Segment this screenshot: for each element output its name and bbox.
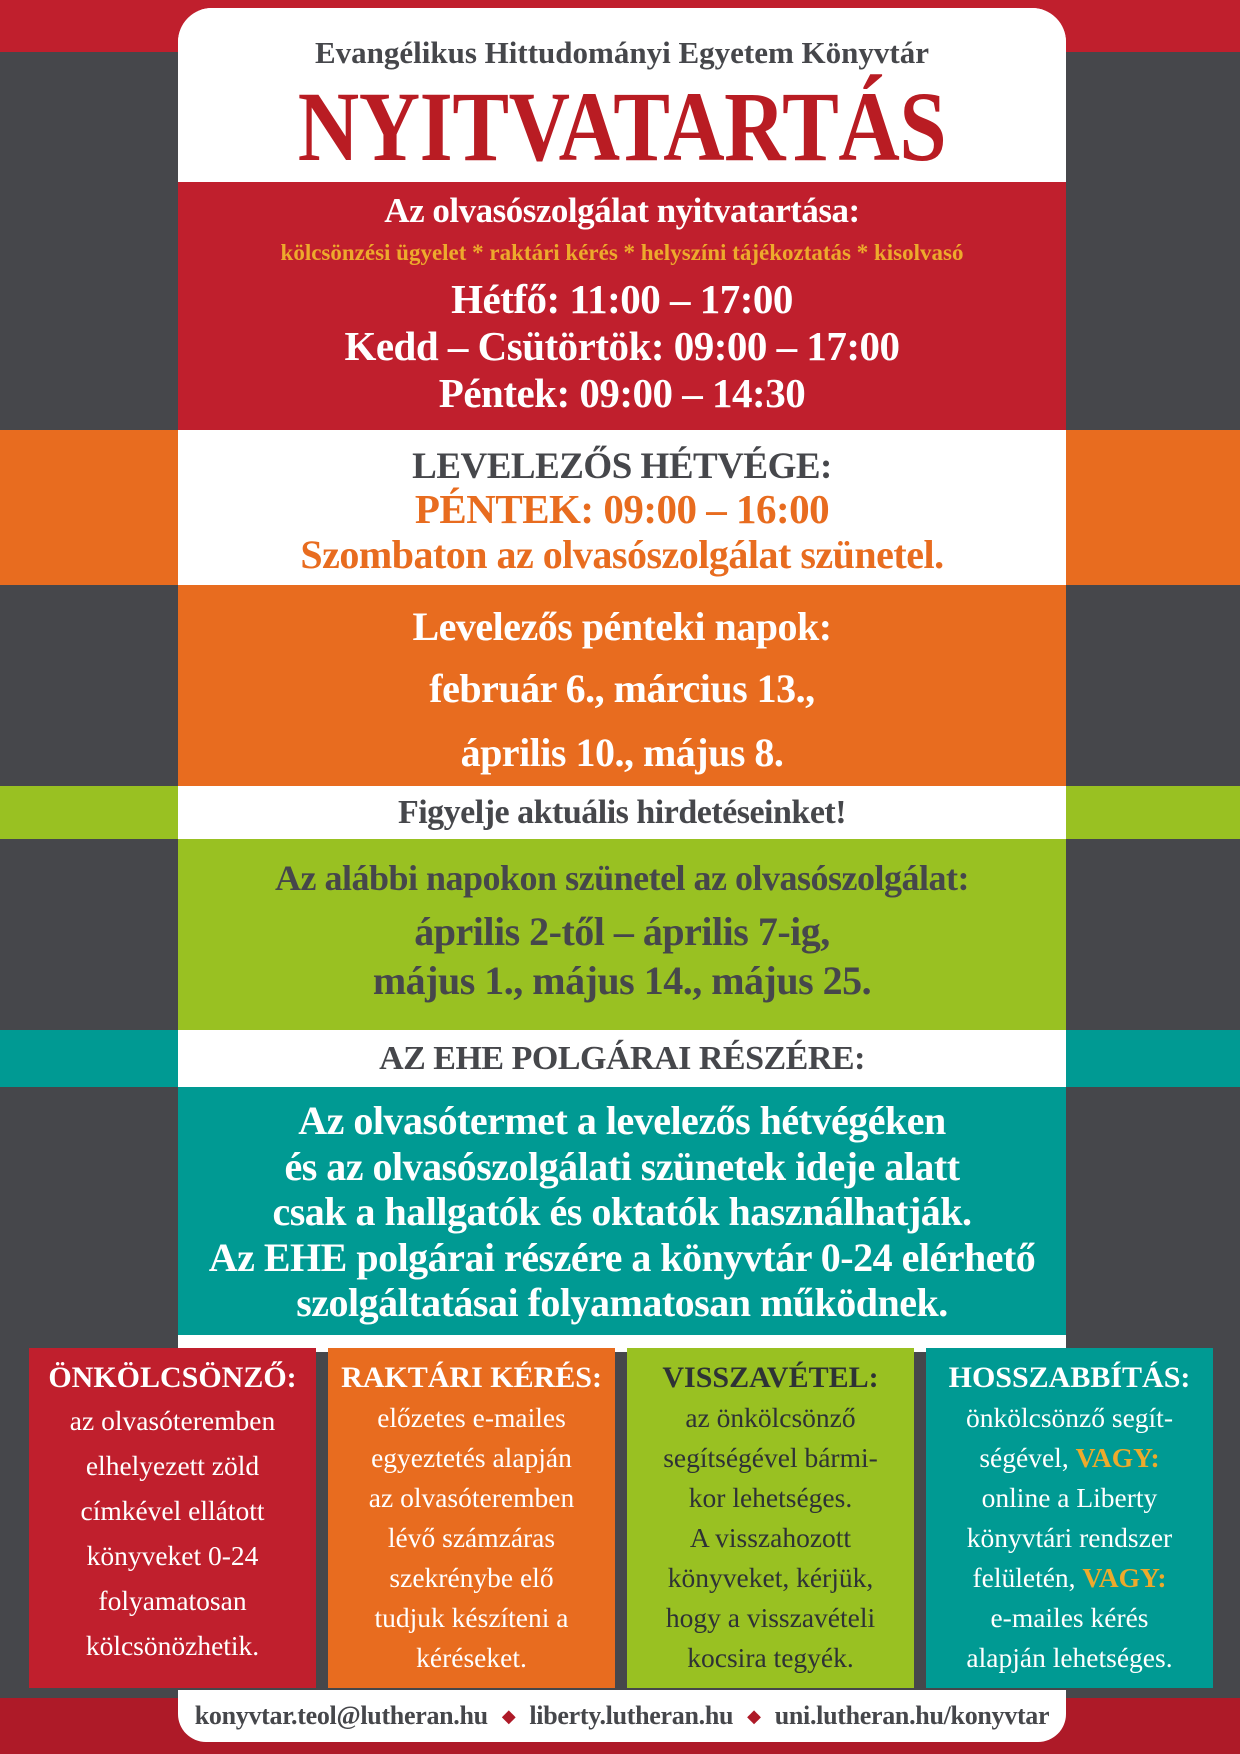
- opening-hours: [178, 276, 1066, 417]
- page-title: NYITVATARTÁS: [297, 71, 947, 182]
- correspondence-fridays-section: [178, 585, 1066, 786]
- reader-service-hours-section: [178, 182, 1066, 430]
- info-box-line: az olvasóteremben: [368, 1482, 575, 1513]
- ehe-info-line: szolgáltatásai folyamatosan működnek.: [296, 1280, 948, 1325]
- ehe-info-line: Az EHE polgárai részére a könyvtár 0-24 elérhető: [208, 1234, 1036, 1280]
- info-box-line: könyveket, kérjük,: [667, 1562, 874, 1593]
- info-box-line: önkölcsönző segít-: [966, 1402, 1173, 1433]
- info-box-raktari-keres: [328, 1348, 615, 1688]
- notice-text: Figyelje aktuális hirdetéseinket!: [397, 794, 847, 831]
- info-box-title: ÖNKÖLCSÖNZŐ:: [48, 1361, 297, 1394]
- highlight-text: VAGY:: [1082, 1562, 1167, 1593]
- correspondence-friday-dates: [178, 657, 1066, 785]
- info-box-line: tudjuk készíteni a: [374, 1602, 569, 1633]
- closed-days-dates: [178, 907, 1066, 1005]
- footer-bar: [178, 1690, 1066, 1742]
- reader-service-heading: Az olvasószolgálat nyitvatartása:: [384, 191, 860, 230]
- info-box-line: hogy a visszavételi: [665, 1602, 876, 1633]
- info-box-line: kocsira tegyék.: [687, 1642, 854, 1673]
- info-box-line: ségével, VAGY:: [979, 1442, 1160, 1473]
- reader-service-list: kölcsönzési ügyelet * raktári kérés * helyszíni tájékoztatás * kisolvasó: [280, 240, 964, 265]
- ehe-info-section: [178, 1087, 1066, 1335]
- friday-date-line: február 6., március 13.,: [429, 666, 815, 711]
- footer-contact-item: konyvtar.teol@lutheran.hu: [194, 1701, 488, 1730]
- ehe-info-line: csak a hallgatók és oktatók használhatják.: [272, 1189, 972, 1234]
- closed-days-section: [178, 839, 1066, 1030]
- closed-date-line: május 1., május 14., május 25.: [372, 958, 872, 1003]
- ehe-heading: AZ EHE POLGÁRAI RÉSZÉRE:: [379, 1040, 865, 1077]
- info-box-title: HOSSZABBÍTÁS:: [948, 1361, 1191, 1394]
- info-box-line: folyamatosan: [98, 1585, 247, 1616]
- info-box-line: kölcsönözhetik.: [85, 1630, 260, 1661]
- institution-name: Evangélikus Hittudományi Egyetem Könyvtár: [314, 35, 929, 70]
- info-box-hosszabbitas: [926, 1348, 1213, 1688]
- highlight-text: VAGY:: [1075, 1442, 1160, 1473]
- info-boxes: [29, 1348, 1213, 1688]
- saturday-closed-note: Szombaton az olvasószolgálat szünetel.: [300, 532, 944, 577]
- ehe-info-line: Az olvasótermet a levelezős hétvégéken: [298, 1098, 946, 1143]
- info-box-title: RAKTÁRI KÉRÉS:: [341, 1361, 602, 1394]
- info-box-line: A visszahozott: [689, 1522, 852, 1553]
- info-box-line: előzetes e-mailes: [377, 1402, 566, 1433]
- poster-panel: [178, 8, 1066, 1352]
- info-box-line: könyveket 0-24: [86, 1540, 259, 1571]
- info-box-line: egyeztetés alapján: [371, 1442, 572, 1473]
- correspondence-weekend-section: [178, 430, 1066, 585]
- info-box-line: online a Liberty: [981, 1482, 1158, 1513]
- info-box-line: kor lehetséges.: [688, 1482, 853, 1513]
- correspondence-friday-hours: PÉNTEK: 09:00 – 16:00: [414, 486, 830, 532]
- info-box-line: szekrénybe elő: [389, 1562, 554, 1593]
- info-box-line: lévő számzáras: [387, 1522, 556, 1553]
- ehe-info-line: és az olvasószolgálati szünetek ideje alatt: [284, 1143, 960, 1189]
- correspondence-weekend-heading: LEVELEZŐS HÉTVÉGE:: [412, 446, 832, 487]
- closed-days-heading: Az alábbi napokon szünetel az olvasószolgálat:: [274, 858, 970, 898]
- info-box-line: kéréseket.: [416, 1642, 527, 1673]
- footer-contact-item: uni.lutheran.hu/konyvtar: [774, 1701, 1050, 1730]
- info-box-line: segítségével bármi-: [663, 1442, 878, 1473]
- opening-hours-line: Péntek: 09:00 – 14:30: [438, 370, 806, 416]
- header-section: [178, 8, 1066, 182]
- info-box-title: VISSZAVÉTEL:: [662, 1361, 879, 1394]
- info-box-line: elhelyezett zöld: [85, 1450, 260, 1481]
- diamond-separator-icon: ◆: [747, 1706, 761, 1726]
- opening-hours-line: Hétfő: 11:00 – 17:00: [451, 276, 793, 322]
- info-box-line: felületén, VAGY:: [972, 1562, 1167, 1593]
- ehe-heading-section: [178, 1030, 1066, 1087]
- info-box-line: alapján lehetséges.: [966, 1642, 1173, 1673]
- info-box-line: könyvtári rendszer: [966, 1522, 1173, 1553]
- info-box-line: az olvasóteremben: [69, 1405, 276, 1436]
- friday-date-line: április 10., május 8.: [460, 730, 784, 775]
- info-box-onkolcsonzo: [29, 1348, 316, 1688]
- correspondence-fridays-heading: Levelezős pénteki napok:: [412, 604, 832, 649]
- info-box-line: címkével ellátott: [80, 1495, 265, 1526]
- opening-hours-line: Kedd – Csütörtök: 09:00 – 17:00: [344, 323, 900, 369]
- closed-date-line: április 2-től – április 7-ig,: [414, 909, 830, 954]
- info-box-line: az önkölcsönző: [685, 1402, 856, 1433]
- footer-contact-item: liberty.lutheran.hu: [529, 1701, 734, 1730]
- diamond-separator-icon: ◆: [501, 1706, 516, 1726]
- notice-section: [178, 786, 1066, 839]
- info-box-visszavetel: [627, 1348, 914, 1688]
- info-box-line: e-mailes kérés: [990, 1602, 1149, 1633]
